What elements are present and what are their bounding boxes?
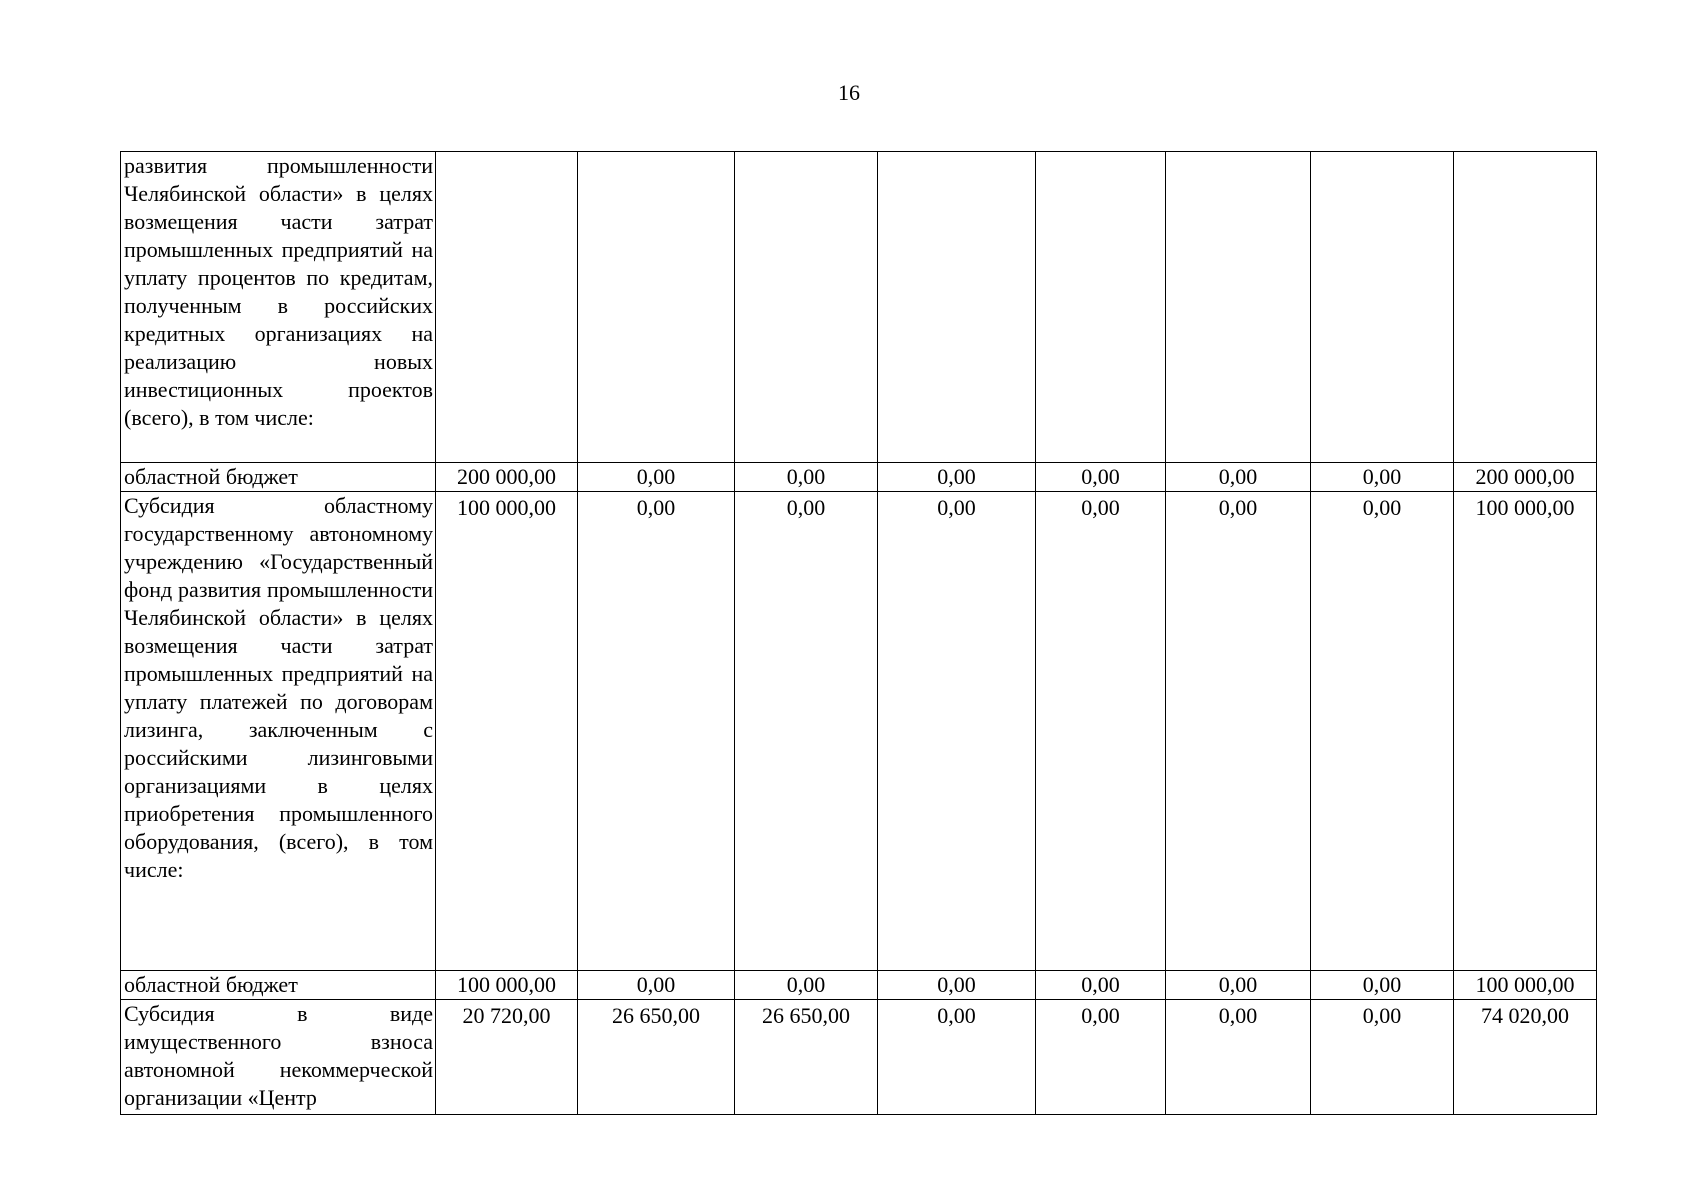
value-cell: 0,00 xyxy=(878,1000,1036,1115)
value-cell: 0,00 xyxy=(1036,971,1166,1000)
total-cell: 74 020,00 xyxy=(1454,1000,1597,1115)
value-cell xyxy=(1311,152,1454,463)
table-row xyxy=(121,971,1597,1000)
value-cell: 0,00 xyxy=(1036,492,1166,971)
total-cell: 100 000,00 xyxy=(1454,971,1597,1000)
table-row xyxy=(121,1000,1597,1115)
value-cell: 100 000,00 xyxy=(436,492,578,971)
value-cell xyxy=(578,152,735,463)
value-cell: 0,00 xyxy=(1311,463,1454,492)
value-cell: 0,00 xyxy=(878,971,1036,1000)
row-description: Субсидия в виде имущественного взноса автономной некоммерческой организации «Центр xyxy=(121,1000,436,1115)
budget-table xyxy=(120,151,1597,1115)
value-cell: 0,00 xyxy=(878,492,1036,971)
value-cell: 0,00 xyxy=(1311,492,1454,971)
value-cell: 0,00 xyxy=(1036,463,1166,492)
table-row xyxy=(121,463,1597,492)
total-cell: 200 000,00 xyxy=(1454,463,1597,492)
value-cell: 0,00 xyxy=(735,971,878,1000)
value-cell: 0,00 xyxy=(578,971,735,1000)
value-cell xyxy=(735,152,878,463)
value-cell: 0,00 xyxy=(735,463,878,492)
value-cell: 0,00 xyxy=(1166,463,1311,492)
value-cell: 0,00 xyxy=(1166,492,1311,971)
value-cell: 26 650,00 xyxy=(578,1000,735,1115)
value-cell xyxy=(1036,152,1166,463)
value-cell: 0,00 xyxy=(578,492,735,971)
row-description: развития промышленности Челябинской области» в целях возмещения части затрат промышленных предприятий на уплату процентов по кредитам, полученным в российских кредитных организациях на реализацию новых инвестиционных проектов (всего), в том числе: xyxy=(121,152,436,463)
row-description: областной бюджет xyxy=(121,463,436,492)
value-cell xyxy=(878,152,1036,463)
value-cell: 0,00 xyxy=(1036,1000,1166,1115)
value-cell: 0,00 xyxy=(1311,971,1454,1000)
value-cell: 200 000,00 xyxy=(436,463,578,492)
value-cell: 0,00 xyxy=(1311,1000,1454,1115)
value-cell: 0,00 xyxy=(735,492,878,971)
table-row xyxy=(121,152,1597,463)
table-row xyxy=(121,492,1597,971)
page-number: 16 xyxy=(838,80,860,105)
value-cell xyxy=(1166,152,1311,463)
row-description: Субсидия областному государственному автономному учреждению «Государственный фонд развития промышленности Челябинской области» в целях возмещения части затрат промышленных предприятий на уплату платежей по договорам лизинга, заключенным с российскими лизинговыми организациями в целях приобретения промышленного оборудования, (всего), в том числе: xyxy=(121,492,436,971)
value-cell: 0,00 xyxy=(878,463,1036,492)
total-cell xyxy=(1454,152,1597,463)
row-description: областной бюджет xyxy=(121,971,436,1000)
value-cell: 100 000,00 xyxy=(436,971,578,1000)
value-cell: 0,00 xyxy=(1166,1000,1311,1115)
value-cell: 0,00 xyxy=(1166,971,1311,1000)
value-cell: 0,00 xyxy=(578,463,735,492)
value-cell: 20 720,00 xyxy=(436,1000,578,1115)
value-cell xyxy=(436,152,578,463)
total-cell: 100 000,00 xyxy=(1454,492,1597,971)
value-cell: 26 650,00 xyxy=(735,1000,878,1115)
